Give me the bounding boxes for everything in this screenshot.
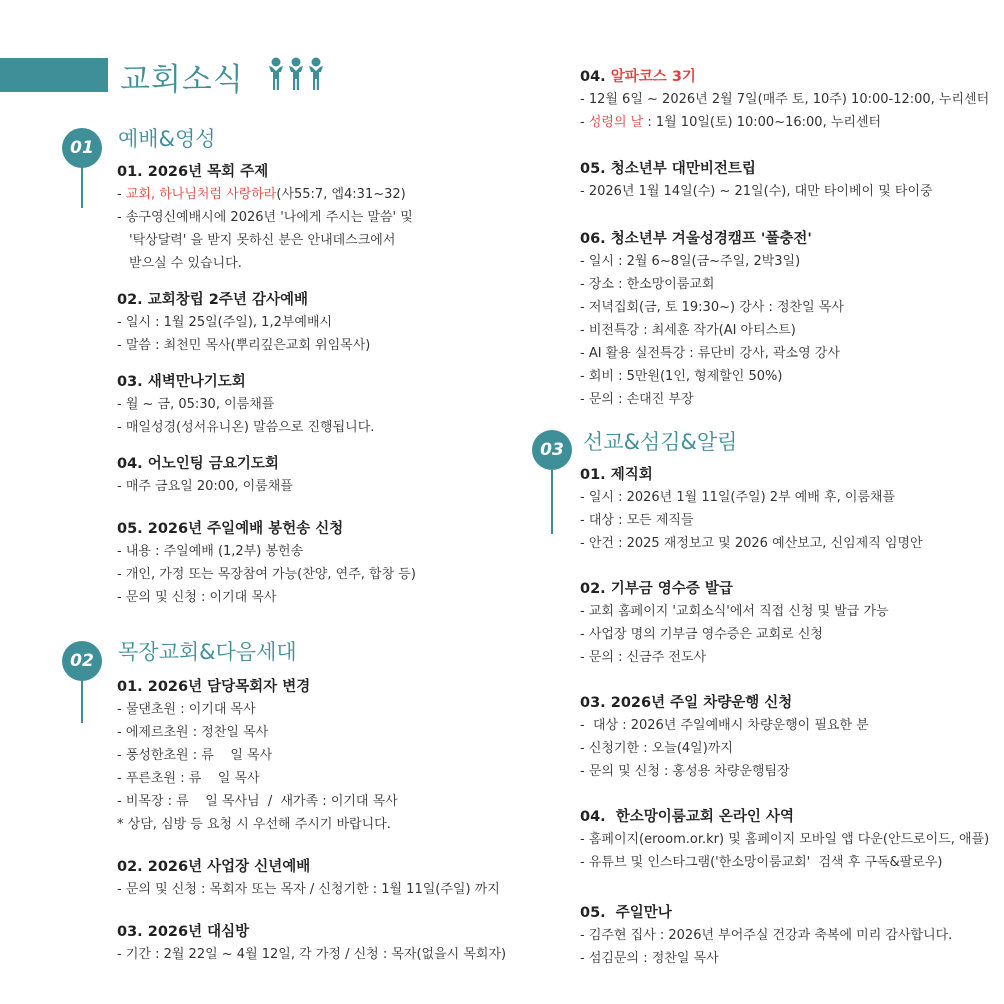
item-title: 03. 2026년 주일 차량운행 신청	[580, 695, 793, 711]
header-accent-bar	[0, 58, 108, 92]
item-title: 06. 청소년부 겨울성경캠프 '풀충전'	[580, 231, 812, 247]
item-line: - 문의 및 신청 : 이기대 목사	[117, 590, 277, 605]
s2-item-6	[580, 228, 1000, 411]
item-line: - 대상 : 2026년 주일예배시 차량운행이 필요한 분	[580, 718, 869, 733]
section-03-badge: 03	[532, 430, 572, 470]
item-title: 04. 어노인팅 금요기도회	[117, 456, 279, 472]
item-line: - 에제르초원 : 정찬일 목사	[117, 725, 269, 740]
s2-item-4	[580, 66, 1000, 134]
item-title: 02. 교회창립 2주년 감사예배	[117, 292, 308, 308]
s3-item-4	[580, 806, 1000, 874]
item-line: - 김주현 집사 : 2026년 부어주실 건강과 축복에 미리 감사합니다.	[580, 928, 953, 943]
item-line: - 성령의 날 : 1월 10일(토) 10:00~16:00, 누리센터	[580, 115, 882, 130]
s1-item-5	[117, 518, 537, 609]
item-title: 02. 기부금 영수증 발급	[580, 581, 733, 597]
s2-item-1	[117, 676, 537, 836]
s3-item-1	[580, 464, 1000, 555]
item-line: * 상담, 심방 등 요청 시 우선해 주시기 바랍니다.	[117, 817, 391, 832]
item-line: - 문의 : 신금주 전도사	[580, 650, 707, 665]
item-title: 04. 알파코스 3기	[580, 69, 696, 85]
item-line: - 12월 6일 ~ 2026년 2월 7일(매주 토, 10주) 10:00-12:00, 누리센터	[580, 92, 990, 107]
item-line: - 일시 : 1월 25일(주일), 1,2부예배시	[117, 315, 333, 330]
item-line: - 매주 금요일 20:00, 이룸채플	[117, 479, 293, 494]
s1-item-4	[117, 453, 537, 498]
item-line: '탁상달력' 을 받지 못하신 분은 안내데스크에서	[129, 233, 396, 248]
s1-item-3	[117, 371, 537, 439]
item-title: 05. 2026년 주일예배 봉헌송 신청	[117, 521, 344, 537]
s2-item-2	[117, 856, 537, 901]
item-line: - 홈페이지(eroom.or.kr) 및 홈페이지 모바일 앱 다운(안드로이드, 애플)	[580, 832, 990, 847]
highlight-text: 알파코스 3기	[610, 69, 696, 85]
item-line: 받으실 수 있습니다.	[129, 256, 242, 271]
item-line: - 섬김문의 : 정찬일 목사	[580, 951, 719, 966]
item-line: - 월 ~ 금, 05:30, 이룸채플	[117, 397, 275, 412]
s3-item-5	[580, 902, 1000, 970]
item-line: - 푸른초원 : 류 일 목사	[117, 771, 260, 786]
item-line: - 안건 : 2025 재정보고 및 2026 예산보고, 신임제직 임명안	[580, 536, 923, 551]
item-line: - 문의 및 신청 : 목회자 또는 목자 / 신청기한 : 1월 11일(주일) 까지	[117, 882, 500, 897]
item-line: - 내용 : 주일예배 (1,2부) 봉헌송	[117, 544, 304, 559]
section-01-badge: 01	[62, 128, 102, 168]
section-02-badge: 02	[62, 641, 102, 681]
s3-item-3	[580, 692, 1000, 783]
item-line: - 유튜브 및 인스타그램('한소망이룸교회' 검색 후 구독&팔로우)	[580, 855, 943, 870]
s2-item-3	[117, 921, 537, 966]
people-icon	[268, 57, 324, 91]
item-line: - 일시 : 2월 6~8일(금~주일, 2박3일)	[580, 254, 801, 269]
item-line: - 물댄초원 : 이기대 목사	[117, 702, 256, 717]
item-title: 01. 2026년 목회 주제	[117, 164, 269, 180]
item-line: - 문의 : 손대진 부장	[580, 392, 694, 407]
item-line: - 장소 : 한소망이룸교회	[580, 277, 715, 292]
item-line: - 저녁집회(금, 토 19:30~) 강사 : 정찬일 목사	[580, 300, 844, 315]
item-line: - 교회, 하나님처럼 사랑하라(사55:7, 엡4:31~32)	[117, 187, 406, 202]
s1-item-2	[117, 289, 537, 357]
section-02-title: 목장교회&다음세대	[118, 640, 297, 664]
highlight-text: 성령의 날	[588, 115, 644, 130]
item-title: 01. 제직회	[580, 467, 653, 483]
page-title: 교회소식	[120, 62, 244, 98]
item-title: 03. 2026년 대심방	[117, 924, 250, 940]
item-line: - 풍성한초원 : 류 일 목사	[117, 748, 273, 763]
section-03-line	[551, 470, 553, 534]
section-01-title: 예배&영성	[118, 127, 216, 151]
item-line: - 2026년 1월 14일(수) ~ 21일(수), 대만 타이베이 및 타이중	[580, 184, 933, 199]
highlight-text: 교회, 하나님처럼 사랑하라	[125, 187, 277, 202]
item-title: 05. 청소년부 대만비전트립	[580, 161, 756, 177]
item-title: 01. 2026년 담당목회자 변경	[117, 679, 311, 695]
item-line: - 말씀 : 최천민 목사(뿌리깊은교회 위임목사)	[117, 338, 371, 353]
item-line: - 신청기한 : 오늘(4일)까지	[580, 741, 733, 756]
item-line: - 송구영신예배시에 2026년 '나에게 주시는 말씀' 및	[117, 210, 413, 225]
item-line: - 사업장 명의 기부금 영수증은 교회로 신청	[580, 627, 823, 642]
item-line: - 대상 : 모든 제직들	[580, 513, 694, 528]
item-line: - 기간 : 2월 22일 ~ 4월 12일, 각 가정 / 신청 : 목자(없을시 목회자)	[117, 947, 507, 962]
item-title: 05. 주일만나	[580, 905, 672, 921]
item-line: - AI 활용 실전특강 : 류단비 강사, 곽소영 강사	[580, 346, 840, 361]
s3-item-2	[580, 578, 1000, 669]
item-title: 04. 한소망이룸교회 온라인 사역	[580, 809, 794, 825]
item-line: - 개인, 가정 또는 목장참여 가능(찬양, 연주, 합창 등)	[117, 567, 416, 582]
item-line: - 교회 홈페이지 '교회소식'에서 직접 신청 및 발급 가능	[580, 604, 889, 619]
item-line: - 회비 : 5만원(1인, 형제할인 50%)	[580, 369, 783, 384]
section-03-title: 선교&섬김&알림	[583, 430, 738, 454]
item-title: 02. 2026년 사업장 신년예배	[117, 859, 311, 875]
item-line: - 일시 : 2026년 1월 11일(주일) 2부 예배 후, 이룸채플	[580, 490, 896, 505]
item-line: - 문의 및 신청 : 홍성용 차량운행팀장	[580, 764, 790, 779]
item-title: 03. 새벽만나기도회	[117, 374, 246, 390]
s1-item-1	[117, 161, 537, 275]
item-line: - 매일성경(성서유니온) 말씀으로 진행됩니다.	[117, 420, 375, 435]
s2-item-5	[580, 158, 1000, 203]
item-line: - 비전특강 : 최세훈 작가(AI 아티스트)	[580, 323, 796, 338]
item-line: - 비목장 : 류 일 목사님 / 새가족 : 이기대 목사	[117, 794, 398, 809]
